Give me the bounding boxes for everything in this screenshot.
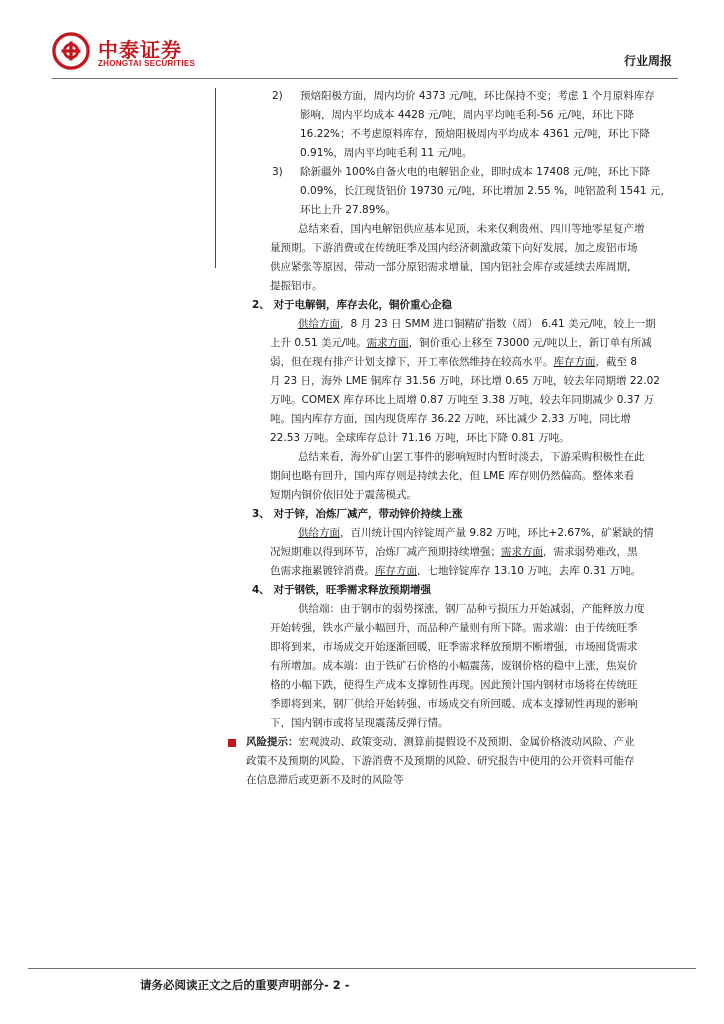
text-line: 即将到来，市场成交开始逐渐回暖，旺季需求释放预期不断增强，市场囤货需求 (270, 641, 638, 653)
risk-bullet-icon (228, 739, 236, 747)
text-line: 供给方面，8 月 23 日 SMM 进口铜精矿指数（周） 6.41 美元/吨，较上一期 (298, 318, 656, 330)
report-type-label: 行业周报 (623, 54, 672, 68)
text-line: 供给端：由于钢市的弱势探涨，钢厂品种亏损压力开始减弱，产能释放力度 (298, 603, 645, 615)
text-line: 0.09%，长江现货铝价 19730 元/吨，环比增加 2.55 %，吨铝盈利 1541 元， (300, 185, 671, 197)
text-line: 弱，但在现有排产计划支撑下，开工率依然维持在较高水平。库存方面，截至 8 (270, 356, 638, 368)
section-heading-zinc: 3、 对于锌，冶炼厂减产，带动锌价持续上涨 (252, 508, 463, 520)
page-number: - 2 - (324, 978, 350, 992)
text-line: 色需求拖累镀锌消费。库存方面，七地锌锭库存 13.10 万吨，去库 0.31 万吨。 (270, 565, 642, 577)
section-heading-steel: 4、 对于钢铁，旺季需求释放预期增强 (252, 584, 431, 596)
text-line: 总结来看，国内电解铝供应基本见顶，未来仅剩贵州、四川等地零星复产增 (298, 223, 645, 235)
text-line: 供应紧张等原因，带动一部分原铝需求增量，国内铝社会库存或延续去库周期， (270, 261, 638, 273)
text-line: 政策不及预期的风险、下游消费不及预期的风险、研究报告中使用的公开资料可能存 (246, 755, 635, 767)
supply-label: 供给方面 (298, 318, 340, 330)
text-line: 量预期。下游消费或在传统旺季及国内经济刺激政策下向好发展，加之废铝市场 (270, 242, 638, 254)
section-heading-copper: 2、 对于电解铜，库存去化，铜价重心企稳 (252, 299, 452, 311)
demand-label: 需求方面 (366, 337, 409, 349)
text-line: 16.22%；不考虑原料库存，预焙阳极周内平均成本 4361 元/吨，环比下降 (300, 128, 650, 140)
text-line: 影响，周内平均成本 4428 元/吨，周内平均吨毛利-56 元/吨，环比下降 (300, 109, 634, 121)
text-line: 预焙阳极方面，周内均价 4373 元/吨，环比保持不变；考虑 1 个月原料库存 (300, 90, 655, 102)
text-line: 风险提示：宏观波动、政策变动、测算前提假设不及预期、金属价格波动风险、产业 (246, 736, 635, 748)
text-line: 下，国内钢市或将呈现震荡反弹行情。 (270, 717, 449, 729)
text-line: 格的小幅下跌，使得生产成本支撑韧性再现。因此预计国内钢材市场将在传统旺 (270, 679, 638, 691)
inventory-label: 库存方面 (375, 565, 417, 577)
text-line: 除新疆外 100%自备火电的电解铝企业，即时成本 17408 元/吨，环比下降 (300, 166, 650, 178)
text-line: 上升 0.51 美元/吨。需求方面，铜价重心上移至 73000 元/吨以上，新订单有所减 (270, 337, 652, 349)
text-line: 供给方面，百川统计国内锌锭周产量 9.82 万吨，环比+2.67%，矿紧缺的情 (298, 527, 654, 539)
text-line: 开始转强，铁水产量小幅回升，而品种产量则有所下降。需求端：由于传统旺季 (270, 622, 638, 634)
text-line: 提振铝市。 (270, 280, 323, 292)
inventory-label: 库存方面 (553, 356, 596, 368)
text-line: 环比上升 27.89%。 (300, 204, 396, 216)
text-line: 在信息滞后或更新不及时的风险等 (246, 774, 404, 786)
logo-chinese-name: 中泰证券 (98, 38, 182, 62)
text-line: 总结来看，海外矿山罢工事件的影响短时内暂时淡去，下游采购积极性在此 (298, 451, 645, 463)
demand-label: 需求方面 (501, 546, 543, 558)
text-line: 有所增加。成本端：由于铁矿石价格的小幅震荡，废钢价格的稳中上涨，焦炭价 (270, 660, 638, 672)
list-number: 2) (272, 90, 283, 102)
footer-divider (28, 968, 696, 969)
supply-label: 供给方面 (298, 527, 340, 539)
logo-english-name: ZHONGTAI SECURITIES (98, 59, 196, 68)
text-line: 月 23 日，海外 LME 铜库存 31.56 万吨，环比增 0.65 万吨，较去年同期增 22.02 (270, 375, 660, 387)
text-line: 期间也略有回升，国内库存则是持续去化，但 LME 库存则仍然偏高。整体来看 (270, 470, 635, 482)
text-line: 季即将到来，钢厂供给开始转强、市场成交有所回暖、成本支撑韧性再现的影响 (270, 698, 638, 710)
text-line: 万吨。COMEX 库存环比上周增 0.87 万吨至 3.38 万吨，较去年同期减少 0.37 万 (270, 394, 654, 406)
page-footer (140, 977, 350, 993)
text-line: 短期内铜价依旧处于震荡模式。 (270, 489, 417, 501)
risk-label: 风险提示： (246, 736, 299, 748)
list-number: 3) (272, 166, 283, 178)
text-line: 吨。国内库存方面，国内现货库存 36.22 万吨，环比减少 2.33 万吨，同比增 (270, 413, 631, 425)
text-line: 0.91%，周内平均吨毛利 11 元/吨。 (300, 147, 473, 159)
text-line: 22.53 万吨。全球库存总计 71.16 万吨，环比下降 0.81 万吨。 (270, 432, 570, 444)
text-line: 况短期难以得到环节，冶炼厂减产预期持续增强；需求方面，需求弱势难改，黑 (270, 546, 638, 558)
footer-disclaimer: 请务必阅读正文之后的重要声明部分 (140, 978, 324, 992)
